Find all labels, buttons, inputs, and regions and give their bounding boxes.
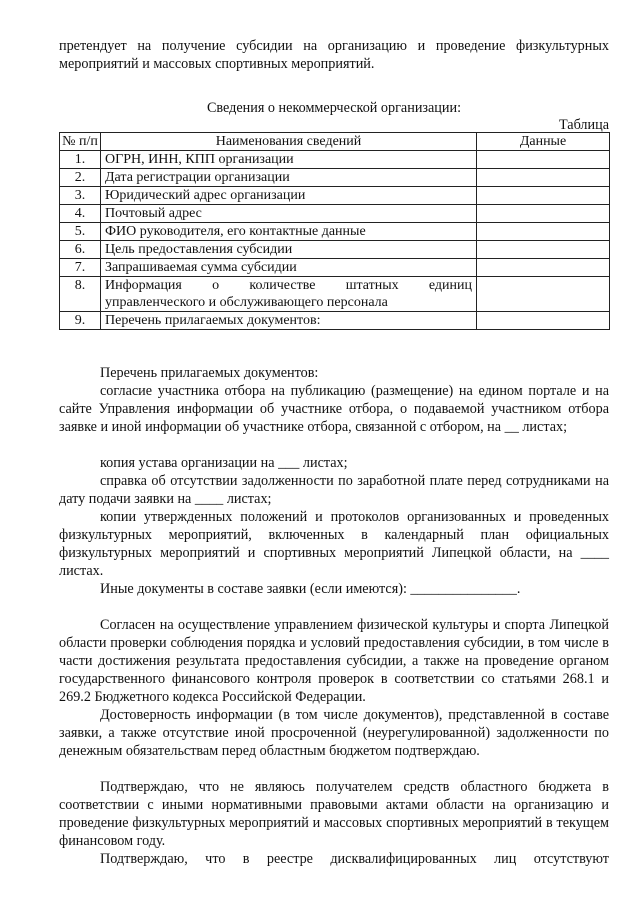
docs-item-certificate: справка об отсутствии задолженности по заработной плате перед сотрудниками на дату подачи заявки на ____ листах; — [59, 473, 609, 507]
header-number: № п/п — [60, 133, 101, 151]
row-data[interactable] — [477, 151, 610, 169]
section-title: Сведения о некоммерческой организации: — [206, 100, 462, 116]
table-row — [60, 187, 610, 205]
row-name: ФИО руководителя, его контактные данные — [101, 223, 477, 241]
row-number: 8. — [60, 277, 101, 312]
table-row — [60, 223, 610, 241]
docs-item-consent: согласие участника отбора на публикацию (размещение) на едином портале и на сайте Управления информации об участнике отбора, о подаваемой участником отбора заявке и иной информации об участнике отбора, связанной с отбором, на __ листах; — [59, 383, 609, 435]
docs-item-protocols: копии утвержденных положений и протоколов организованных и проведенных физкультурных мероприятий, включенных в календарный план официальных физкультурных мероприятий и спортивных мероприятий Липецкой области, на ____ листах. — [59, 509, 609, 579]
row-number: 4. — [60, 205, 101, 223]
row-number: 9. — [60, 312, 101, 330]
consent-paragraph: Согласен на осуществление управлением физической культуры и спорта Липецкой области проверки соблюдения порядка и условий предоставления субсидии, в том числе в части достижения результата предоставления субсидии, а также на проведение органом государственного финансового контроля проверок в соответствии со статьями 268.1 и 269.2 Бюджетного кодекса Российской Федерации. — [59, 617, 609, 705]
confirm-paragraph-2: Подтверждаю, что в реестре дисквалифицированных лиц отсутствуют — [100, 851, 609, 867]
row-name-line2: управленческого и обслуживающего персонала — [105, 295, 388, 310]
table-row — [60, 312, 610, 330]
table-row — [60, 151, 610, 169]
table-header-row — [60, 133, 610, 151]
table-label: Таблица — [558, 117, 609, 133]
row-data[interactable] — [477, 277, 610, 312]
row-name-line1: Информация о количестве штатных единиц — [105, 278, 472, 293]
row-name — [101, 277, 477, 312]
docs-other: Иные документы в составе заявки (если имеются): _______________. — [100, 581, 521, 597]
row-name: Перечень прилагаемых документов: — [101, 312, 477, 330]
row-name: Почтовый адрес — [101, 205, 477, 223]
row-name: Дата регистрации организации — [101, 169, 477, 187]
row-number: 2. — [60, 169, 101, 187]
row-number: 6. — [60, 241, 101, 259]
row-data[interactable] — [477, 223, 610, 241]
row-number: 1. — [60, 151, 101, 169]
row-name: ОГРН, ИНН, КПП организации — [101, 151, 477, 169]
row-name: Юридический адрес организации — [101, 187, 477, 205]
row-name: Запрашиваемая сумма субсидии — [101, 259, 477, 277]
table-row — [60, 241, 610, 259]
confirm-paragraph-1: Подтверждаю, что не являюсь получателем средств областного бюджета в соответствии с иными нормативными правовыми актами области на организацию и проведение физкультурных мероприятий и массовых спортивных мероприятий в текущем финансовом году. — [59, 779, 609, 849]
docs-heading: Перечень прилагаемых документов: — [100, 365, 319, 381]
reliability-paragraph: Достоверность информации (в том числе документов), представленной в составе заявки, а также отсутствие иной просроченной (неурегулированной) задолженности по денежным обязательствам перед областным бюджетом подтверждаю. — [59, 707, 609, 759]
header-data: Данные — [477, 133, 610, 151]
table-row — [60, 259, 610, 277]
row-name: Цель предоставления субсидии — [101, 241, 477, 259]
row-data[interactable] — [477, 259, 610, 277]
organization-info-table — [59, 132, 610, 330]
row-data[interactable] — [477, 205, 610, 223]
row-number: 7. — [60, 259, 101, 277]
table-row — [60, 205, 610, 223]
header-name: Наименования сведений — [101, 133, 477, 151]
intro-paragraph: претендует на получение субсидии на организацию и проведение физкультурных мероприятий и массовых спортивных мероприятий. — [59, 38, 609, 72]
table-row — [60, 169, 610, 187]
row-data[interactable] — [477, 169, 610, 187]
row-data[interactable] — [477, 312, 610, 330]
row-data[interactable] — [477, 241, 610, 259]
row-number: 5. — [60, 223, 101, 241]
docs-item-charter: копия устава организации на ___ листах; — [100, 455, 348, 471]
row-number: 3. — [60, 187, 101, 205]
row-data[interactable] — [477, 187, 610, 205]
table-row — [60, 277, 610, 312]
